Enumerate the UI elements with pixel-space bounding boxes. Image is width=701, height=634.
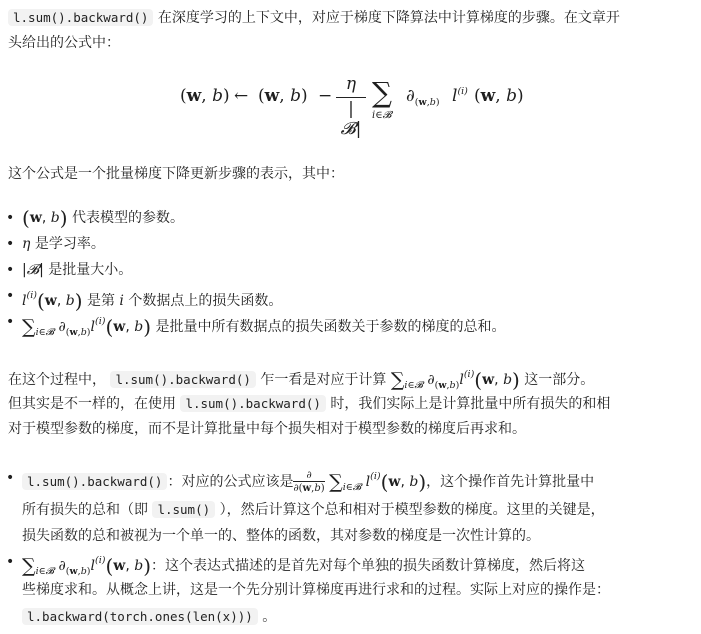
fraction-bar: [336, 97, 366, 98]
bullet-sum-backward-line-3: 损失函数的总和被视为一个单一的、整体的函数，其对参数的梯度是一次性计算的。: [22, 528, 540, 544]
learning-rate-symbol: η: [345, 74, 357, 94]
document-page: l.sum().backward() 在深度学习的上下文中，对应于梯度下降算法中计算梯度的步骤。在文章开 头给出的公式中： (w, b) ← (w, b) − η |𝓑| ∑ i∈𝓑 $\partial_{(w,b)}$ $l^{(i)}$ (w, b) 这个公式是一个批量梯度下降更新步骤的表示，其中： • (w, b) 代表模型的参数。 • η 是学习率。 • |𝓑| 是批量大小。 • $l^{(i)}(w$, b) 是第 i 个数据点上的损失函数。 • $\sum_{i\in 𝓑}$ $\partial_{(w,b)}l^{(i)}(w$, b) 是批量中所有数据点的损失函数关于参数的梯度的总和。 在这个过程中， l.sum().backward() 乍一看是对应于计算 $\sum_{i\in 𝓑}$ $\partial_{(w,b)}l^{(i)}(w$, b) 这一部分。 但其实是不一样的，在使用 l.sum().backward() 时，我们实际上是计算批量中所有损失的和相 对于模型参数的梯度，而不是计算批量中每个损失相对于模型参数的梯度后再求和。 • l.sum().backward() ：对应的公式应该是 $\frac{\partial}{\partial(w,b)}$ $\sum_{i\in 𝓑}$ $l^{(i)}(w$, b)，这个操作首先计算批量中 所有损失的总和（即 l.sum() ），然后计算这个总和相对于模型参数的梯度。这里的关键是， 损失函数的总和被视为一个单一的、整体的函数，其对参数的梯度是一次性计算的。 • $\sum_{i\in 𝓑}$ $\partial_{(w,b)}l^{(i)}(w$, b)：这个表达式描述的是首先对每个单独的损失函数计算梯度，然后将这 些梯度求和。从概念上讲，这是一个先分别计算梯度再进行求和的过程。实际上对应的操作是： l.backward(torch.ones(len(x))) 。: [0, 0, 701, 634]
gradient-fraction: $\frac{\partial}{\partial(w,b)}$: [293, 470, 325, 494]
loss-term: $l^{(i)}$: [452, 86, 468, 106]
definition-list: • (w, b) 代表模型的参数。 • η 是学习率。 • |𝓑| 是批量大小。 • $l^{(i)}(w$, b) 是第 i 个数据点上的损失函数。 • $\sum_{i\in 𝓑}$ $\partial_{(w,b)}l^{(i)}(w$, b) 是批量中所有数据点的损失函数关于参数的梯度的总和。: [0, 206, 701, 340]
intro-line-1: [8, 6, 620, 30]
batch-size-symbol: |𝓑|: [340, 99, 362, 139]
sum-subscript: i∈𝓑: [372, 110, 392, 121]
equation-params: (w, b): [258, 86, 308, 106]
sum-symbol: ∑: [372, 76, 392, 109]
inline-code: l.sum().backward(): [8, 9, 153, 26]
bullet-sum-of-gradients-line-2: 些梯度求和。从概念上讲，这是一个先分别计算梯度再进行求和的过程。实际上对应的操作是：: [22, 582, 610, 598]
inline-code: l.backward(torch.ones(len(x))): [22, 608, 258, 625]
paragraph-where: 这个公式是一个批量梯度下降更新步骤的表示，其中：: [8, 166, 344, 182]
equation-lhs: (w, b): [180, 86, 230, 106]
inline-code: l.sum().backward(): [110, 371, 255, 388]
bullet-sum-backward-line-1: l.sum().backward() ：对应的公式应该是 $\frac{\partial}{\partial(w,b)}$ $\sum_{i\in 𝓑}$ $l^{(i)}(w$, b)，这个操作首先计算批量中: [22, 465, 594, 500]
intro-text: 在深度学习的上下文中，对应于梯度下降算法中计算梯度的步骤。在文章开: [153, 10, 620, 26]
bullet-sum-of-gradients-line-3: l.backward(torch.ones(len(x))) 。: [22, 605, 276, 629]
inline-code: l.sum(): [152, 501, 215, 518]
partial-term: $\partial_{(w,b)}$: [406, 86, 440, 108]
paragraph-process-line-1: 在这个过程中， l.sum().backward() 乍一看是对应于计算 $\sum_{i\in 𝓑}$ $\partial_{(w,b)}l^{(i)}(w$, b) 这一部分。: [8, 368, 595, 392]
list-item: |𝓑| 是批量大小。: [22, 262, 133, 278]
list-item: η 是学习率。: [22, 236, 105, 252]
intro-text: 头给出的公式中：: [8, 35, 120, 51]
bullet-sum-of-gradients-line-1: $\sum_{i\in 𝓑}$ $\partial_{(w,b)}l^{(i)}(w$, b)：这个表达式描述的是首先对每个单独的损失函数计算梯度，然后将这: [22, 554, 586, 578]
intro-line-2: [8, 31, 120, 55]
inline-code: l.sum().backward(): [180, 395, 325, 412]
inline-code: l.sum().backward(): [22, 473, 167, 490]
update-equation: (w, b) ← (w, b) − η |𝓑| ∑ i∈𝓑 $\partial_{(w,b)}$ $l^{(i)}$ (w, b): [180, 74, 524, 139]
list-item: $\sum_{i\in 𝓑}$ $\partial_{(w,b)}l^{(i)}(w$, b) 是批量中所有数据点的损失函数关于参数的梯度的总和。: [22, 315, 506, 339]
loss-args: (w, b): [474, 86, 524, 106]
bullet-sum-backward-line-2: 所有损失的总和（即 l.sum() ），然后计算这个总和相对于模型参数的梯度。这里的关键是，: [22, 502, 605, 518]
list-item: (w, b) 代表模型的参数。: [22, 206, 185, 230]
paragraph-process-line-2: 但其实是不一样的，在使用 l.sum().backward() 时，我们实际上是计算批量中所有损失的和相: [8, 396, 611, 412]
list-item: $l^{(i)}(w$, b) 是第 i 个数据点上的损失函数。: [22, 289, 283, 313]
assign-arrow: ←: [234, 86, 249, 106]
paragraph-process-line-3: 对于模型参数的梯度，而不是计算批量中每个损失相对于模型参数的梯度后再求和。: [8, 421, 526, 437]
